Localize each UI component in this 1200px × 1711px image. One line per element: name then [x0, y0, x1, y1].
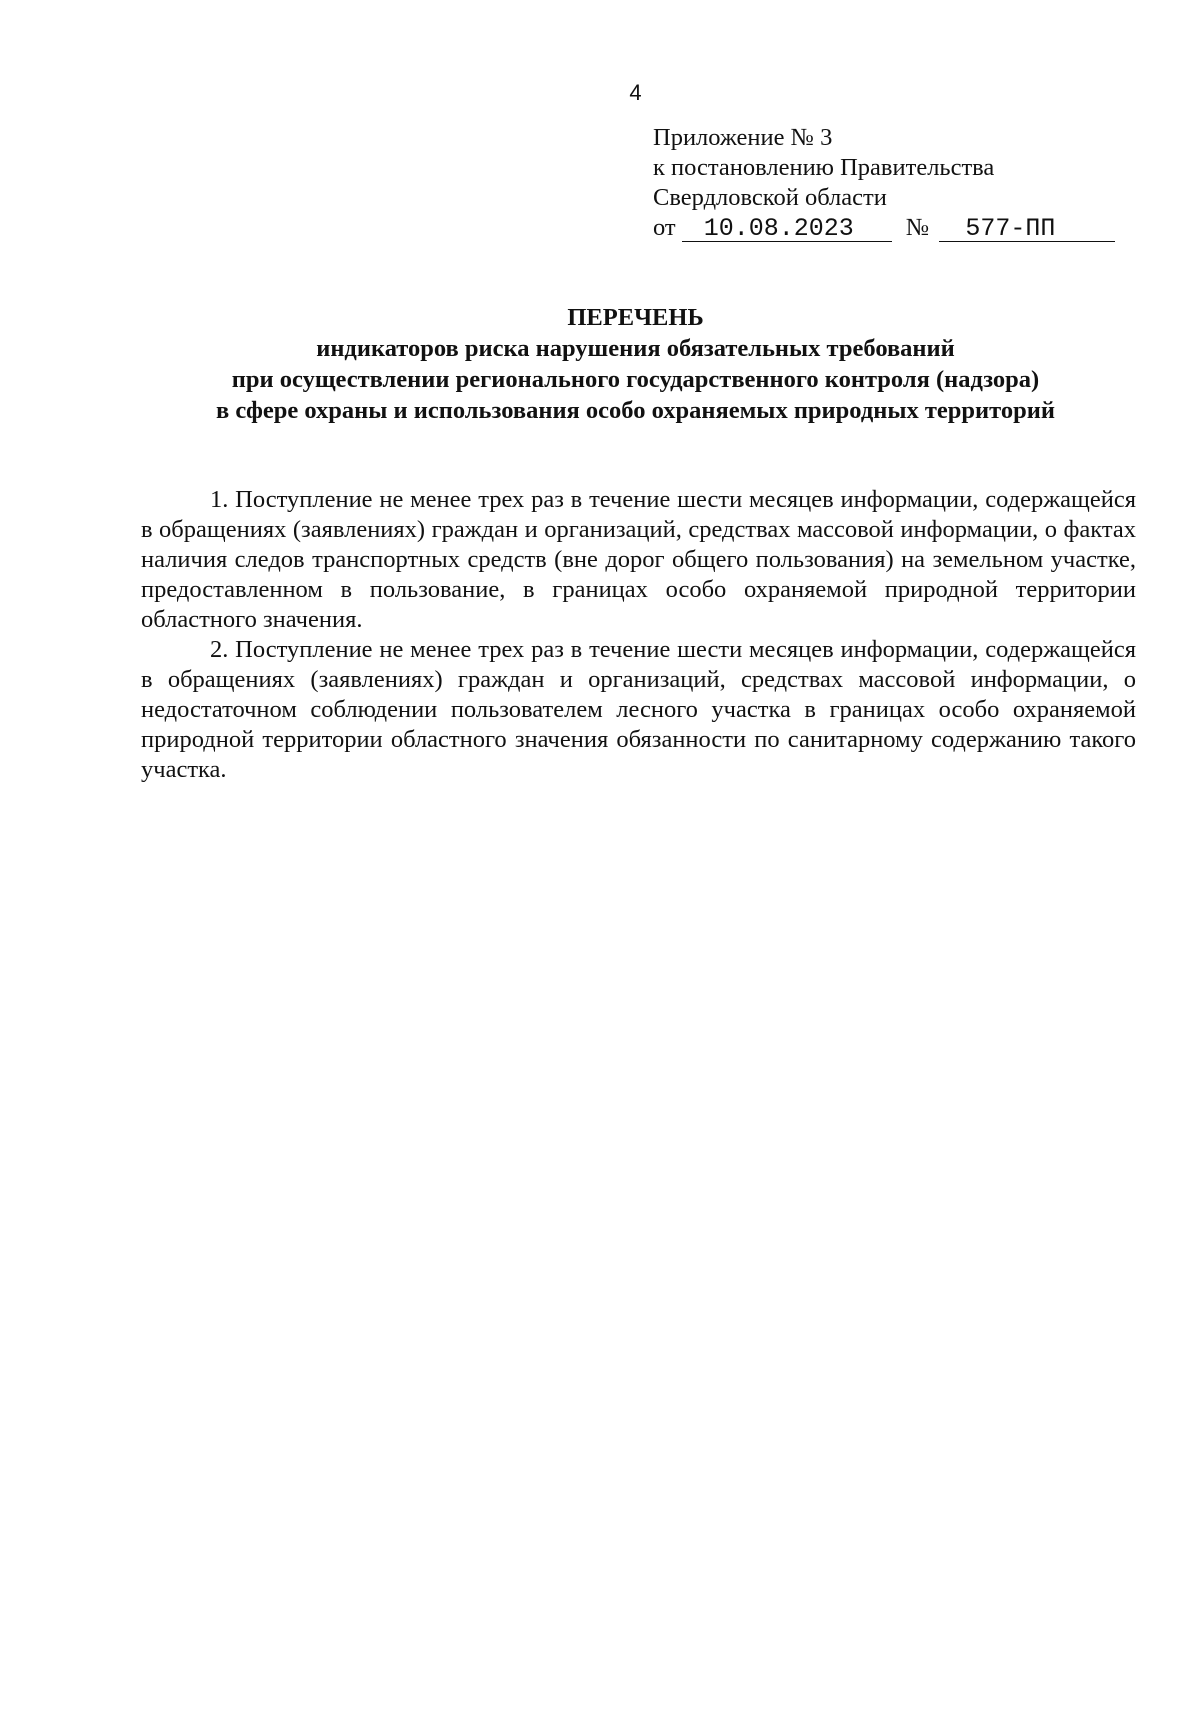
registration-line: [653, 213, 1115, 243]
title-line-1: индикаторов риска нарушения обязательных требований: [316, 335, 955, 362]
list-item: 2. Поступление не менее трех раз в течение шести месяцев информации, содержащейся в обращениях (заявлениях) граждан и организаций, средствах массовой информации, о недостаточном соблюдении пользователем лесного участка в границах особо охраняемой природной территории областного значения обязанности по санитарному содержанию такого участка.: [141, 636, 1136, 783]
document-body: [141, 485, 1136, 785]
title-line-2: при осуществлении регионального государственного контроля (надзора): [231, 366, 1040, 393]
document-title: [0, 302, 1200, 426]
date-prefix: от: [653, 214, 676, 241]
decree-date: 10.08.2023: [682, 216, 892, 242]
number-prefix: №: [905, 214, 930, 241]
title-main: ПЕРЕЧЕНЬ: [567, 304, 704, 331]
appendix-block: [653, 123, 1115, 243]
page-number: 4: [629, 80, 642, 105]
appendix-title: Приложение № 3: [653, 124, 833, 151]
appendix-decree-ref: к постановлению Правительства: [653, 154, 995, 181]
appendix-region: Свердловской области: [653, 184, 887, 211]
decree-number: 577-ПП: [939, 216, 1115, 242]
list-item: 1. Поступление не менее трех раз в течение шести месяцев информации, содержащейся в обращениях (заявлениях) граждан и организаций, средствах массовой информации, о фактах наличия следов транспортных средств (вне дорог общего пользования) на земельном участке, предоставленном в пользование, в границах особо охраняемой природной территории областного значения.: [141, 486, 1136, 633]
title-line-3: в сфере охраны и использования особо охраняемых природных территорий: [216, 397, 1055, 424]
